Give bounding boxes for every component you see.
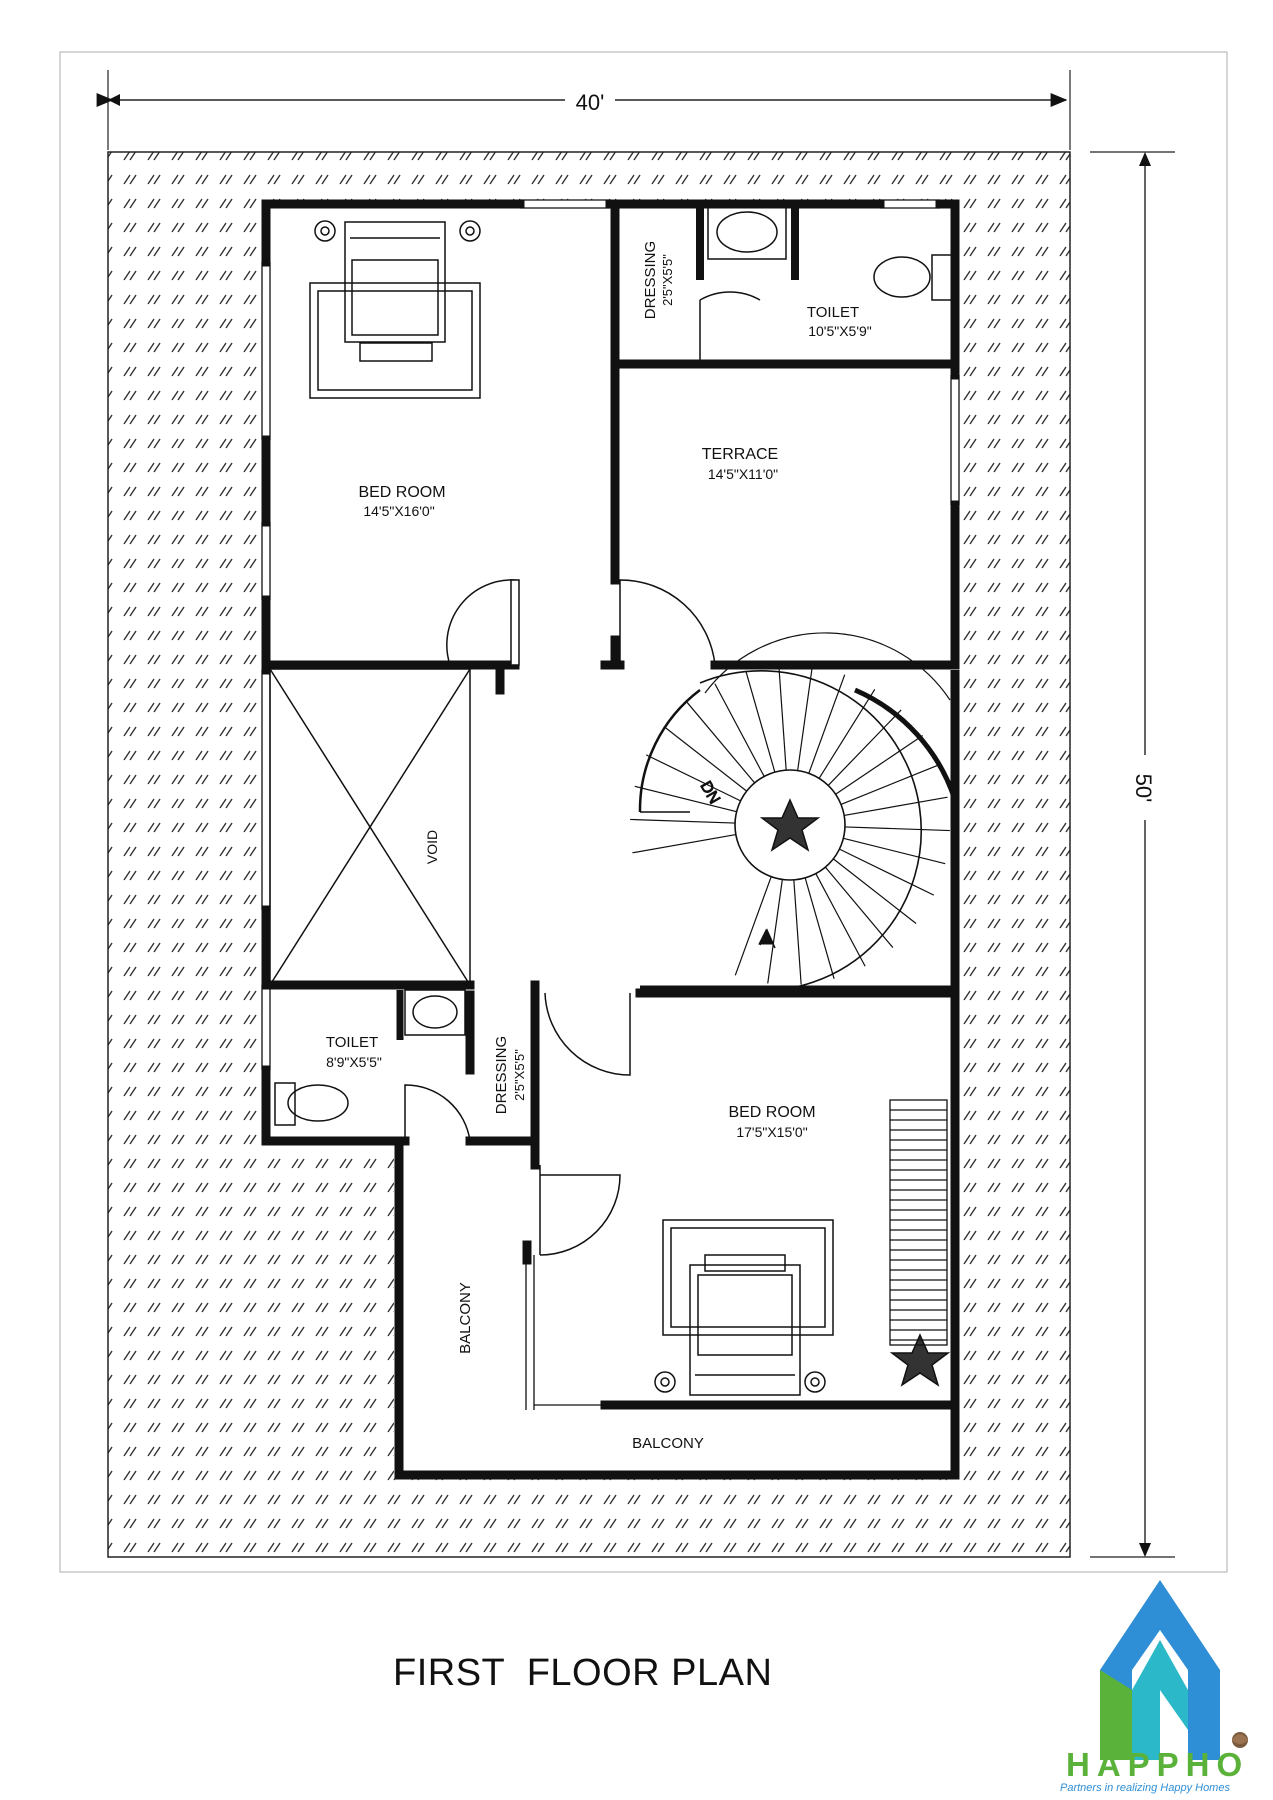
terrace-size: 14'5"X11'0" [707, 466, 779, 482]
drawing-title: FIRST FLOOR PLAN [393, 1652, 773, 1694]
depth-dimension [1090, 152, 1175, 1557]
toilet-1-name: TOILET [806, 304, 860, 321]
brand-tagline: Partners in realizing Happy Homes [1060, 1782, 1230, 1794]
balcony-side-label: BALCONY [457, 1282, 474, 1354]
toilet-2-size: 8'9"X5'5" [326, 1054, 382, 1070]
dressing-1-size: 2'5"X5'5" [660, 254, 675, 306]
stair-label: DN [696, 778, 723, 808]
bed-room-2-size: 17'5"X15'0" [736, 1124, 808, 1140]
bed-room-1-name: BED ROOM [358, 484, 446, 501]
toilet-1-size: 10'5"X5'9" [808, 323, 872, 339]
width-dimension [108, 70, 1070, 150]
brand-name: HAPPHO [1066, 1746, 1250, 1783]
balcony-front-label: BALCONY [632, 1435, 704, 1452]
bed-room-2-name: BED ROOM [728, 1104, 816, 1121]
bed-room-1-size: 14'5"X16'0" [363, 503, 435, 519]
terrace-name: TERRACE [701, 446, 779, 463]
dressing-2-name: DRESSING [493, 1035, 510, 1115]
depth-dimension-label: 50' [1131, 773, 1156, 803]
toilet-2-name: TOILET [325, 1034, 379, 1051]
width-dimension-label: 40' [575, 90, 605, 115]
dressing-2-size: 2'5"X5'5" [512, 1049, 527, 1101]
void-label: VOID [424, 829, 440, 865]
dressing-1-name: DRESSING [642, 240, 659, 320]
